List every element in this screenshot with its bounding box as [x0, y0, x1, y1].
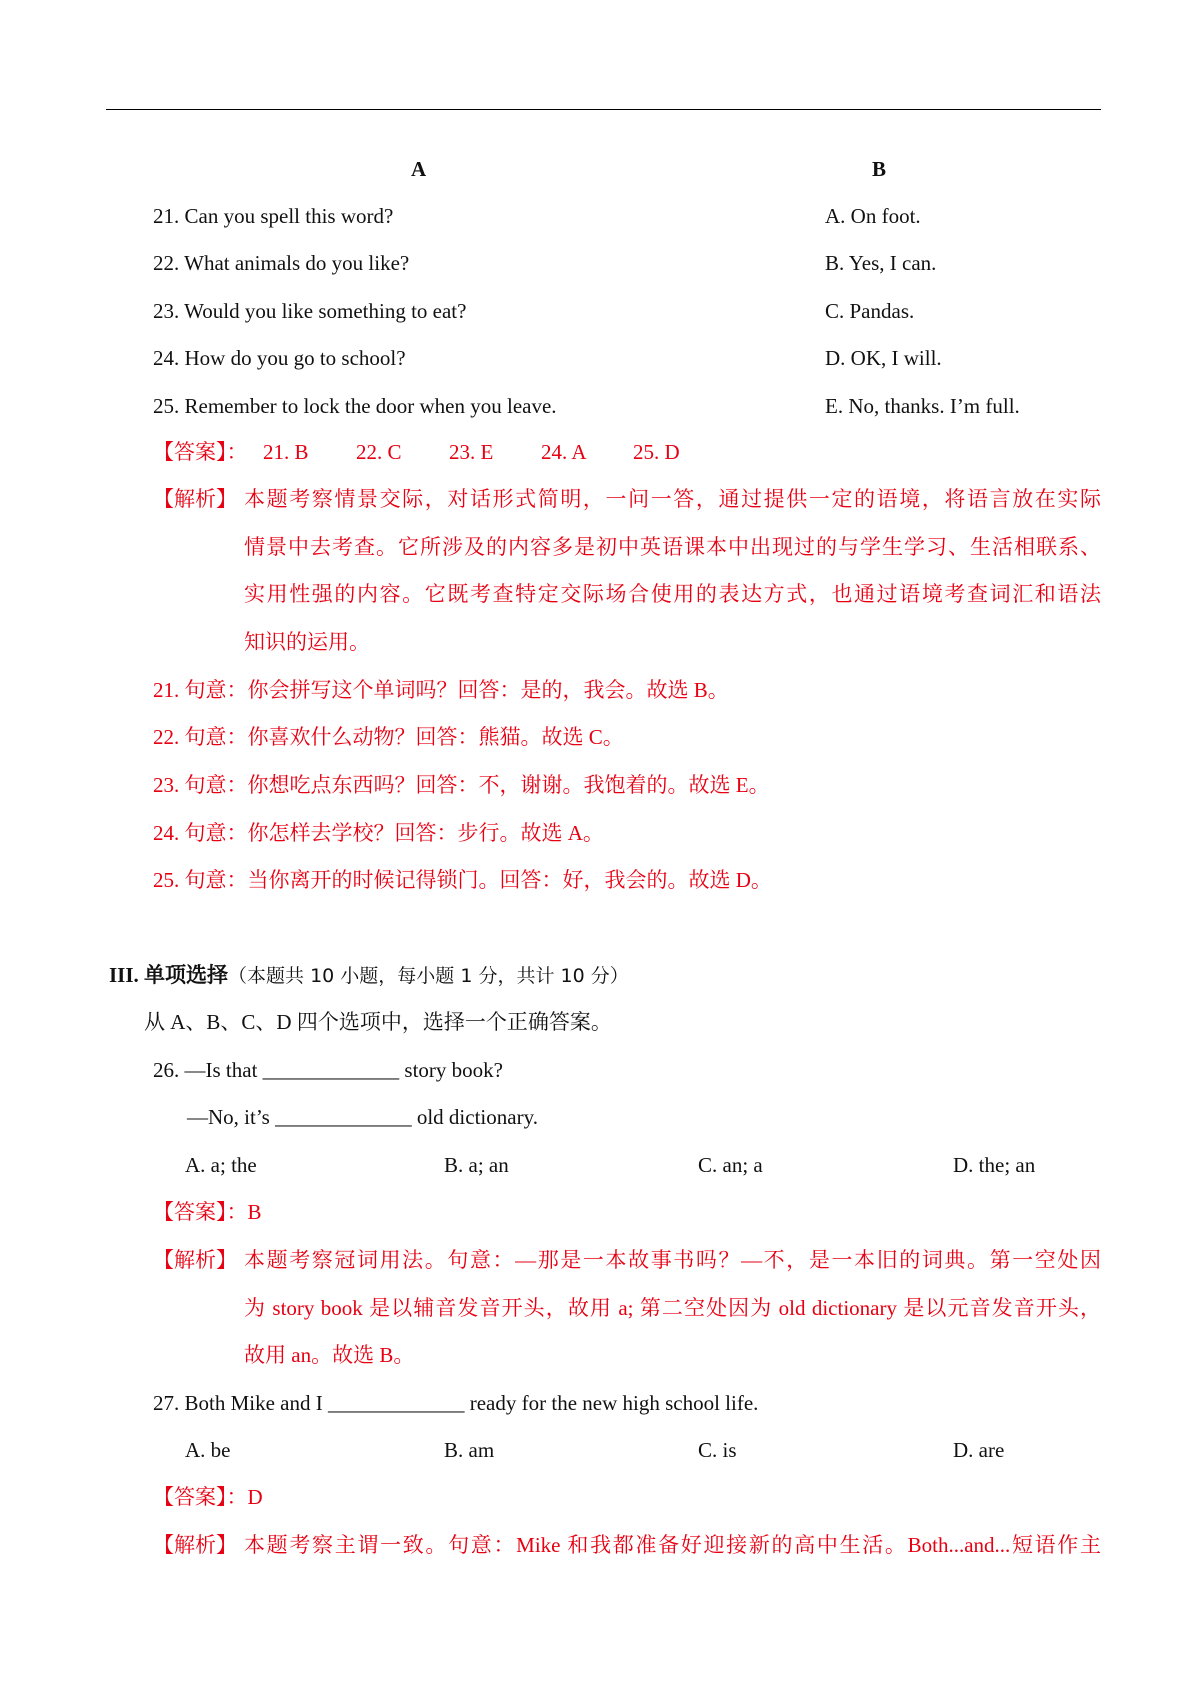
analysis-line: 本题考察冠词用法。句意：—那是一本故事书吗？—不，是一本旧的词典。第一空处因 — [244, 1248, 1101, 1272]
q26-option-c: C. an; a — [698, 1153, 763, 1177]
q27-answer — [153, 1484, 263, 1510]
response-b: B. Yes, I can. — [825, 251, 937, 275]
column-b-header: B — [872, 157, 887, 181]
response-e: E. No, thanks. I’m full. — [825, 394, 1020, 418]
response-d: D. OK, I will. — [825, 346, 942, 370]
section-note: （本题共 10 小题，每小题 1 分，共计 10 分） — [228, 965, 629, 987]
analysis-line: 本题考察主谓一致。句意：Mike 和我都准备好迎接新的高中生活。Both...and...短语作主 — [244, 1533, 1101, 1557]
analysis-label: 【解析】 — [153, 487, 237, 511]
answer-25: 25. D — [633, 440, 680, 464]
analysis-line: 为 story book 是以辅音发音开头，故用 a; 第二空处因为 old dictionary 是以元音发音开头， — [244, 1296, 1101, 1320]
analysis-line: 情景中去考查。它所涉及的内容多是初中英语课本中出现过的与学生学习、生活相联系、 — [244, 535, 1101, 559]
q26-answer — [153, 1199, 262, 1225]
answer-value: D — [247, 1485, 263, 1509]
question-23: 23. Would you like something to eat? — [153, 299, 467, 323]
q26-option-d: D. the; an — [953, 1153, 1036, 1177]
q27-option-a: A. be — [185, 1438, 231, 1462]
q26-option-a: A. a; the — [185, 1153, 257, 1177]
analysis-line: 知识的运用。 — [244, 630, 370, 654]
answer-line — [153, 439, 680, 465]
analysis-line: 故用 an。故选 B。 — [244, 1343, 415, 1367]
section-heading — [109, 962, 629, 989]
question-26-line2: —No, it’s _____________ old dictionary. — [187, 1105, 538, 1129]
question-25: 25. Remember to lock the door when you leave. — [153, 394, 557, 418]
response-a: A. On foot. — [825, 204, 921, 228]
analysis-line: 本题考察情景交际，对话形式简明，一问一答，通过提供一定的语境，将语言放在实际 — [244, 487, 1101, 511]
analysis-line: 实用性强的内容。它既考查特定交际场合使用的表达方式，也通过语境考查词汇和语法 — [244, 582, 1101, 606]
answer-label: 【答案】： — [153, 1485, 248, 1509]
section-instruction: 从 A、B、C、D 四个选项中，选择一个正确答案。 — [144, 1010, 612, 1034]
answer-22: 22. C — [356, 440, 402, 464]
question-22: 22. What animals do you like? — [153, 251, 410, 275]
question-26-line1: 26. —Is that _____________ story book? — [153, 1058, 503, 1082]
explanation-25: 25. 句意：当你离开的时候记得锁门。回答：好，我会的。故选 D。 — [153, 868, 772, 892]
q27-option-b: B. am — [444, 1438, 495, 1462]
section-title: III. 单项选择 — [109, 963, 229, 987]
question-27: 27. Both Mike and I _____________ ready for the new high school life. — [153, 1391, 759, 1415]
answer-label: 【答案】： — [153, 440, 248, 464]
q27-option-d: D. are — [953, 1438, 1005, 1462]
answer-23: 23. E — [449, 440, 494, 464]
explanation-21: 21. 句意：你会拼写这个单词吗？回答：是的，我会。故选 B。 — [153, 678, 729, 702]
answer-21: 21. B — [263, 440, 309, 464]
q27-option-c: C. is — [698, 1438, 737, 1462]
question-24: 24. How do you go to school? — [153, 346, 406, 370]
answer-label: 【答案】： — [153, 1200, 248, 1224]
explanation-23: 23. 句意：你想吃点东西吗？回答：不，谢谢。我饱着的。故选 E。 — [153, 773, 770, 797]
response-c: C. Pandas. — [825, 299, 915, 323]
answer-value: B — [247, 1200, 262, 1224]
header-rule — [106, 109, 1101, 110]
analysis-label: 【解析】 — [153, 1248, 237, 1272]
q26-option-b: B. a; an — [444, 1153, 509, 1177]
explanation-24: 24. 句意：你怎样去学校？回答：步行。故选 A。 — [153, 821, 604, 845]
analysis-label: 【解析】 — [153, 1533, 237, 1557]
explanation-22: 22. 句意：你喜欢什么动物？回答：熊猫。故选 C。 — [153, 725, 624, 749]
answer-24: 24. A — [541, 440, 587, 464]
column-a-header: A — [411, 157, 427, 181]
question-21: 21. Can you spell this word? — [153, 204, 394, 228]
